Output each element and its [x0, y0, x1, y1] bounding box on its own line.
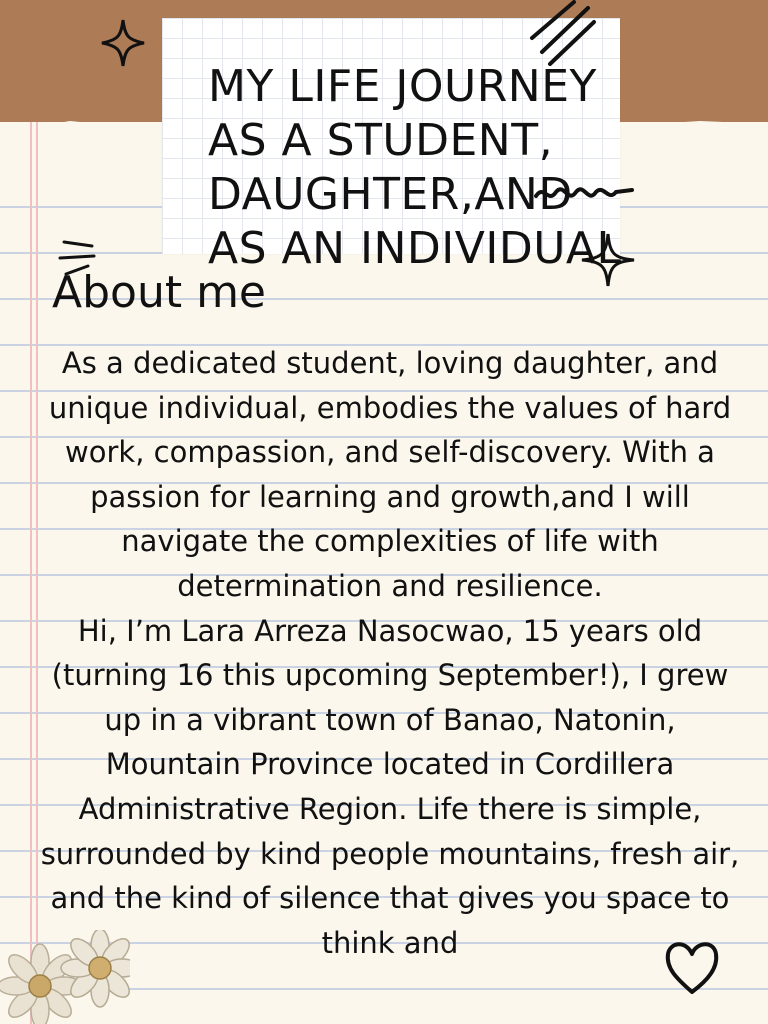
body-text — [36, 341, 744, 965]
daisy-flower-icon — [0, 930, 130, 1024]
sparkle-icon — [100, 18, 146, 68]
paragraph: As a dedicated student, loving daughter, and unique individual, embodies the values of hard work, compassion, and self-discovery. With a passion for learning and growth,and I will navigate the complexities of life with determination and resilience. — [48, 346, 732, 603]
margin-line-left — [30, 122, 32, 1024]
section-heading: About me — [52, 267, 267, 318]
paragraph: Hi, I’m Lara Arreza Nasocwao, 15 years old (turning 16 this upcoming September!), I grew up in a vibrant town of Banao, Natonin, Mountain Province located in Cordillera Administrative Region. Life there is simple, surrounded by kind people mountains, fresh air, and the kind of silence that gives you space to think and — [40, 613, 740, 960]
page-title: MY LIFE JOURNEY AS A STUDENT, DAUGHTER,AND AS AN INDIVIDUAL — [208, 61, 622, 274]
